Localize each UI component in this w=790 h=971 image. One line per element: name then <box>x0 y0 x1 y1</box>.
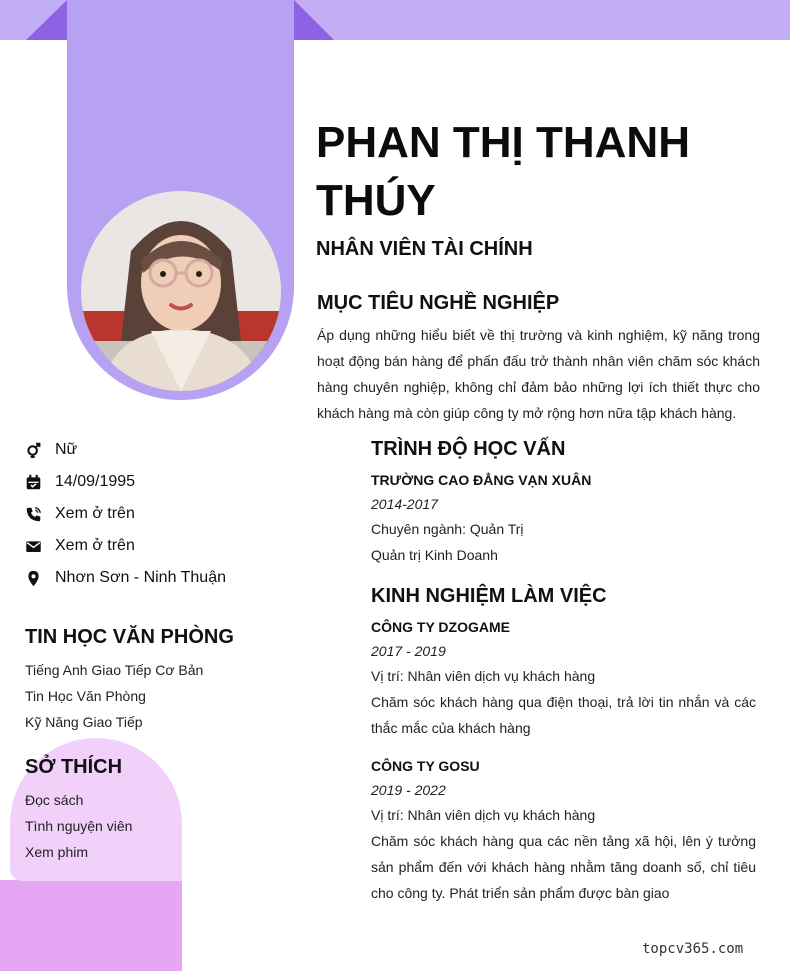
hobby-item: Tình nguyện viên <box>25 818 133 834</box>
school-name: TRƯỜNG CAO ĐẲNG VẠN XUÂN <box>371 472 592 488</box>
contact-gender-text: Nữ <box>55 441 78 458</box>
ribbon-fold-left <box>26 0 67 40</box>
job-period: 2017 - 2019 <box>371 643 446 659</box>
job-description: Chăm sóc khách hàng qua các nền tảng xã hội, lên ý tưởng sản phẩm đến với khách hàng nhằm tăng doanh số, chỉ tiêu cho công ty. Phát triển sản phẩm được bàn giao <box>371 833 756 901</box>
experience-entry <box>371 754 756 906</box>
hobbies-list <box>25 787 132 865</box>
ribbon-fold-right <box>294 0 334 40</box>
gender-icon <box>24 441 42 459</box>
contact-email <box>24 530 226 562</box>
skill-item: Tiếng Anh Giao Tiếp Cơ Bản <box>25 662 204 678</box>
contact-gender <box>24 434 226 466</box>
skill-item: Kỹ Năng Giao Tiếp <box>25 714 143 730</box>
hobby-item: Đọc sách <box>25 792 84 808</box>
skills-list <box>25 657 203 735</box>
location-pin-icon <box>24 569 42 587</box>
email-icon <box>24 537 42 555</box>
job-description: Chăm sóc khách hàng qua điện thoại, trả lời tin nhắn và các thắc mắc của khách hàng <box>371 694 756 736</box>
contact-address <box>24 562 226 594</box>
company-name: CÔNG TY DZOGAME <box>371 619 510 635</box>
experience-heading: KINH NGHIỆM LÀM VIỆC <box>371 585 607 607</box>
contact-phone <box>24 498 226 530</box>
skill-item: Tin Học Văn Phòng <box>25 688 146 704</box>
contact-birthday <box>24 466 226 498</box>
phone-icon <box>24 505 42 523</box>
company-name: CÔNG TY GOSU <box>371 758 480 774</box>
hobbies-heading: SỞ THÍCH <box>25 756 123 778</box>
job-position: Vị trí: Nhân viên dịch vụ khách hàng <box>371 668 596 684</box>
education-heading: TRÌNH ĐỘ HỌC VẤN <box>371 438 566 460</box>
job-period: 2019 - 2022 <box>371 782 446 798</box>
hobby-item: Xem phim <box>25 844 89 860</box>
education-period: 2014-2017 <box>371 496 438 512</box>
contact-phone-text: Xem ở trên <box>55 505 135 522</box>
contact-list <box>24 434 226 594</box>
lower-decor-block <box>0 880 182 971</box>
profile-photo <box>81 191 281 391</box>
watermark: topcv365.com <box>642 941 744 957</box>
skills-heading: TIN HỌC VĂN PHÒNG <box>25 626 234 648</box>
job-position: Vị trí: Nhân viên dịch vụ khách hàng <box>371 807 596 823</box>
contact-birthday-text: 14/09/1995 <box>55 473 136 490</box>
experience-entry <box>371 615 756 741</box>
contact-address-text: Nhơn Sơn - Ninh Thuận <box>55 569 226 586</box>
candidate-name: PHAN THỊ THANH THÚY <box>316 118 690 225</box>
education-major: Chuyên ngành: Quản Trị <box>371 521 524 537</box>
contact-email-text: Xem ở trên <box>55 537 135 554</box>
calendar-icon <box>24 473 42 491</box>
objective-text: Áp dụng những hiểu biết về thị trường và kinh nghiệm, kỹ năng trong hoạt động bán hàng để phấn đấu trở thành nhân viên chăm sóc khách hàng chuyên nghiệp, không chỉ đảm bảo những lợi ích thiết thực cho khách hàng mà còn giúp công ty mở rộng hơn nữa tập khách hàng. <box>317 327 760 421</box>
job-title: NHÂN VIÊN TÀI CHÍNH <box>316 238 533 260</box>
education-entry <box>371 468 756 568</box>
objective-heading: MỤC TIÊU NGHỀ NGHIỆP <box>317 292 560 314</box>
education-major-detail: Quản trị Kinh Doanh <box>371 547 498 563</box>
